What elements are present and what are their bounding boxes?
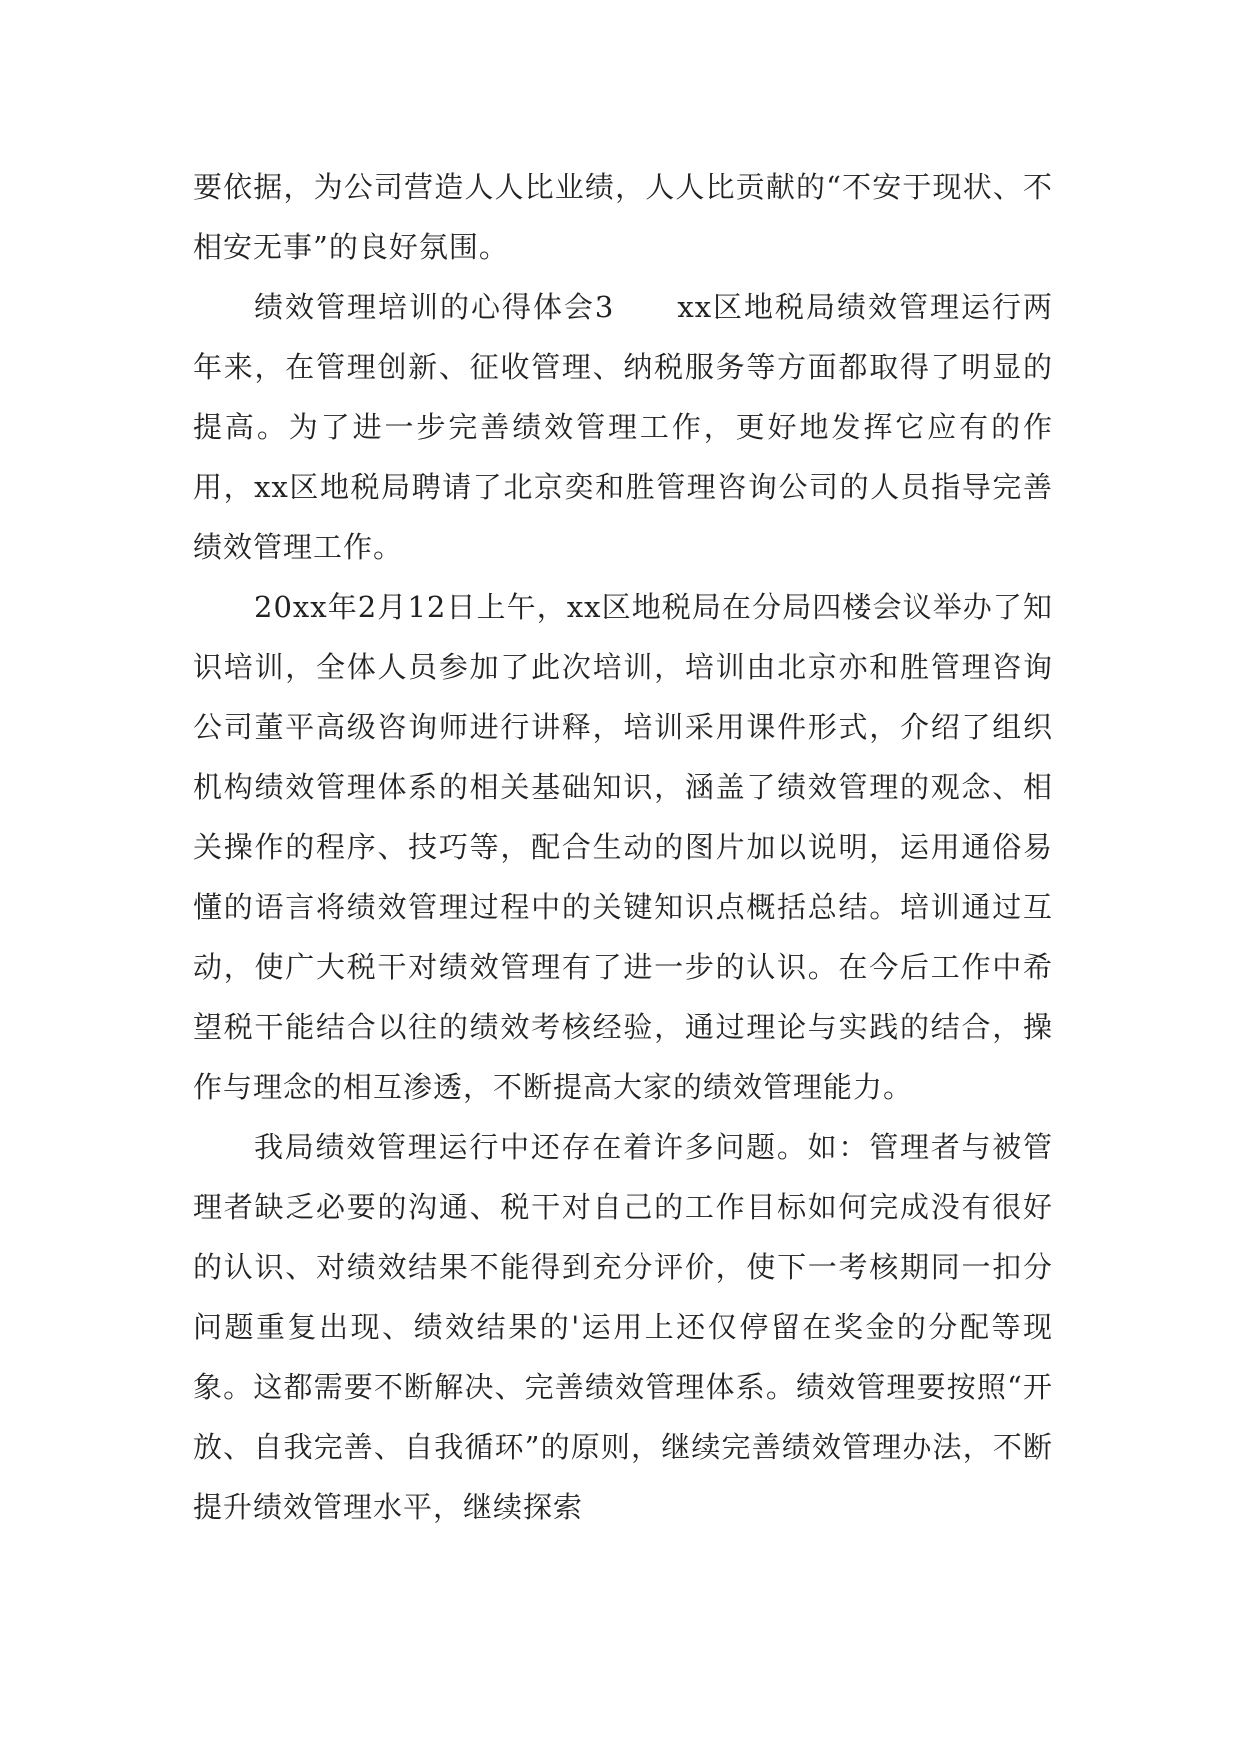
paragraph-continuation: 要依据，为公司营造人人比业绩，人人比贡献的“不安于现状、不相安无事”的良好氛围。 [193,170,1053,264]
paragraph-existing-problems: 我局绩效管理运行中还存在着许多问题。如：管理者与被管理者缺乏必要的沟通、税干对自己的工作目标如何完成没有很好的认识、对绩效结果不能得到充分评价，使下一考核期同一扣分问题重复出现、绩效结果的'运用上还仅停留在奖金的分配等现象。这都需要不断解决、完善绩效管理体系。绩效管理要按照“开放、自我完善、自我循环”的原则，继续完善绩效管理办法，不断提升绩效管理水平，继续探索 [193,1130,1053,1524]
document-body [193,157,1053,1537]
paragraph-training-event: 20xx年2月12日上午，xx区地税局在分局四楼会议举办了知识培训，全体人员参加了此次培训，培训由北京亦和胜管理咨询公司董平高级咨询师进行讲释，培训采用课件形式，介绍了组织机构绩效管理体系的相关基础知识，涵盖了绩效管理的观念、相关操作的程序、技巧等，配合生动的图片加以说明，运用通俗易懂的语言将绩效管理过程中的关键知识点概括总结。培训通过互动，使广大税干对绩效管理有了进一步的认识。在今后工作中希望税干能结合以往的绩效考核经验，通过理论与实践的结合，操作与理念的相互渗透，不断提高大家的绩效管理能力。 [193,590,1053,1104]
paragraph-training-experience: 绩效管理培训的心得体会3 xx区地税局绩效管理运行两年来，在管理创新、征收管理、纳税服务等方面都取得了明显的提高。为了进一步完善绩效管理工作，更好地发挥它应有的作用，xx区地税局聘请了北京奕和胜管理咨询公司的人员指导完善绩效管理工作。 [193,290,1053,564]
